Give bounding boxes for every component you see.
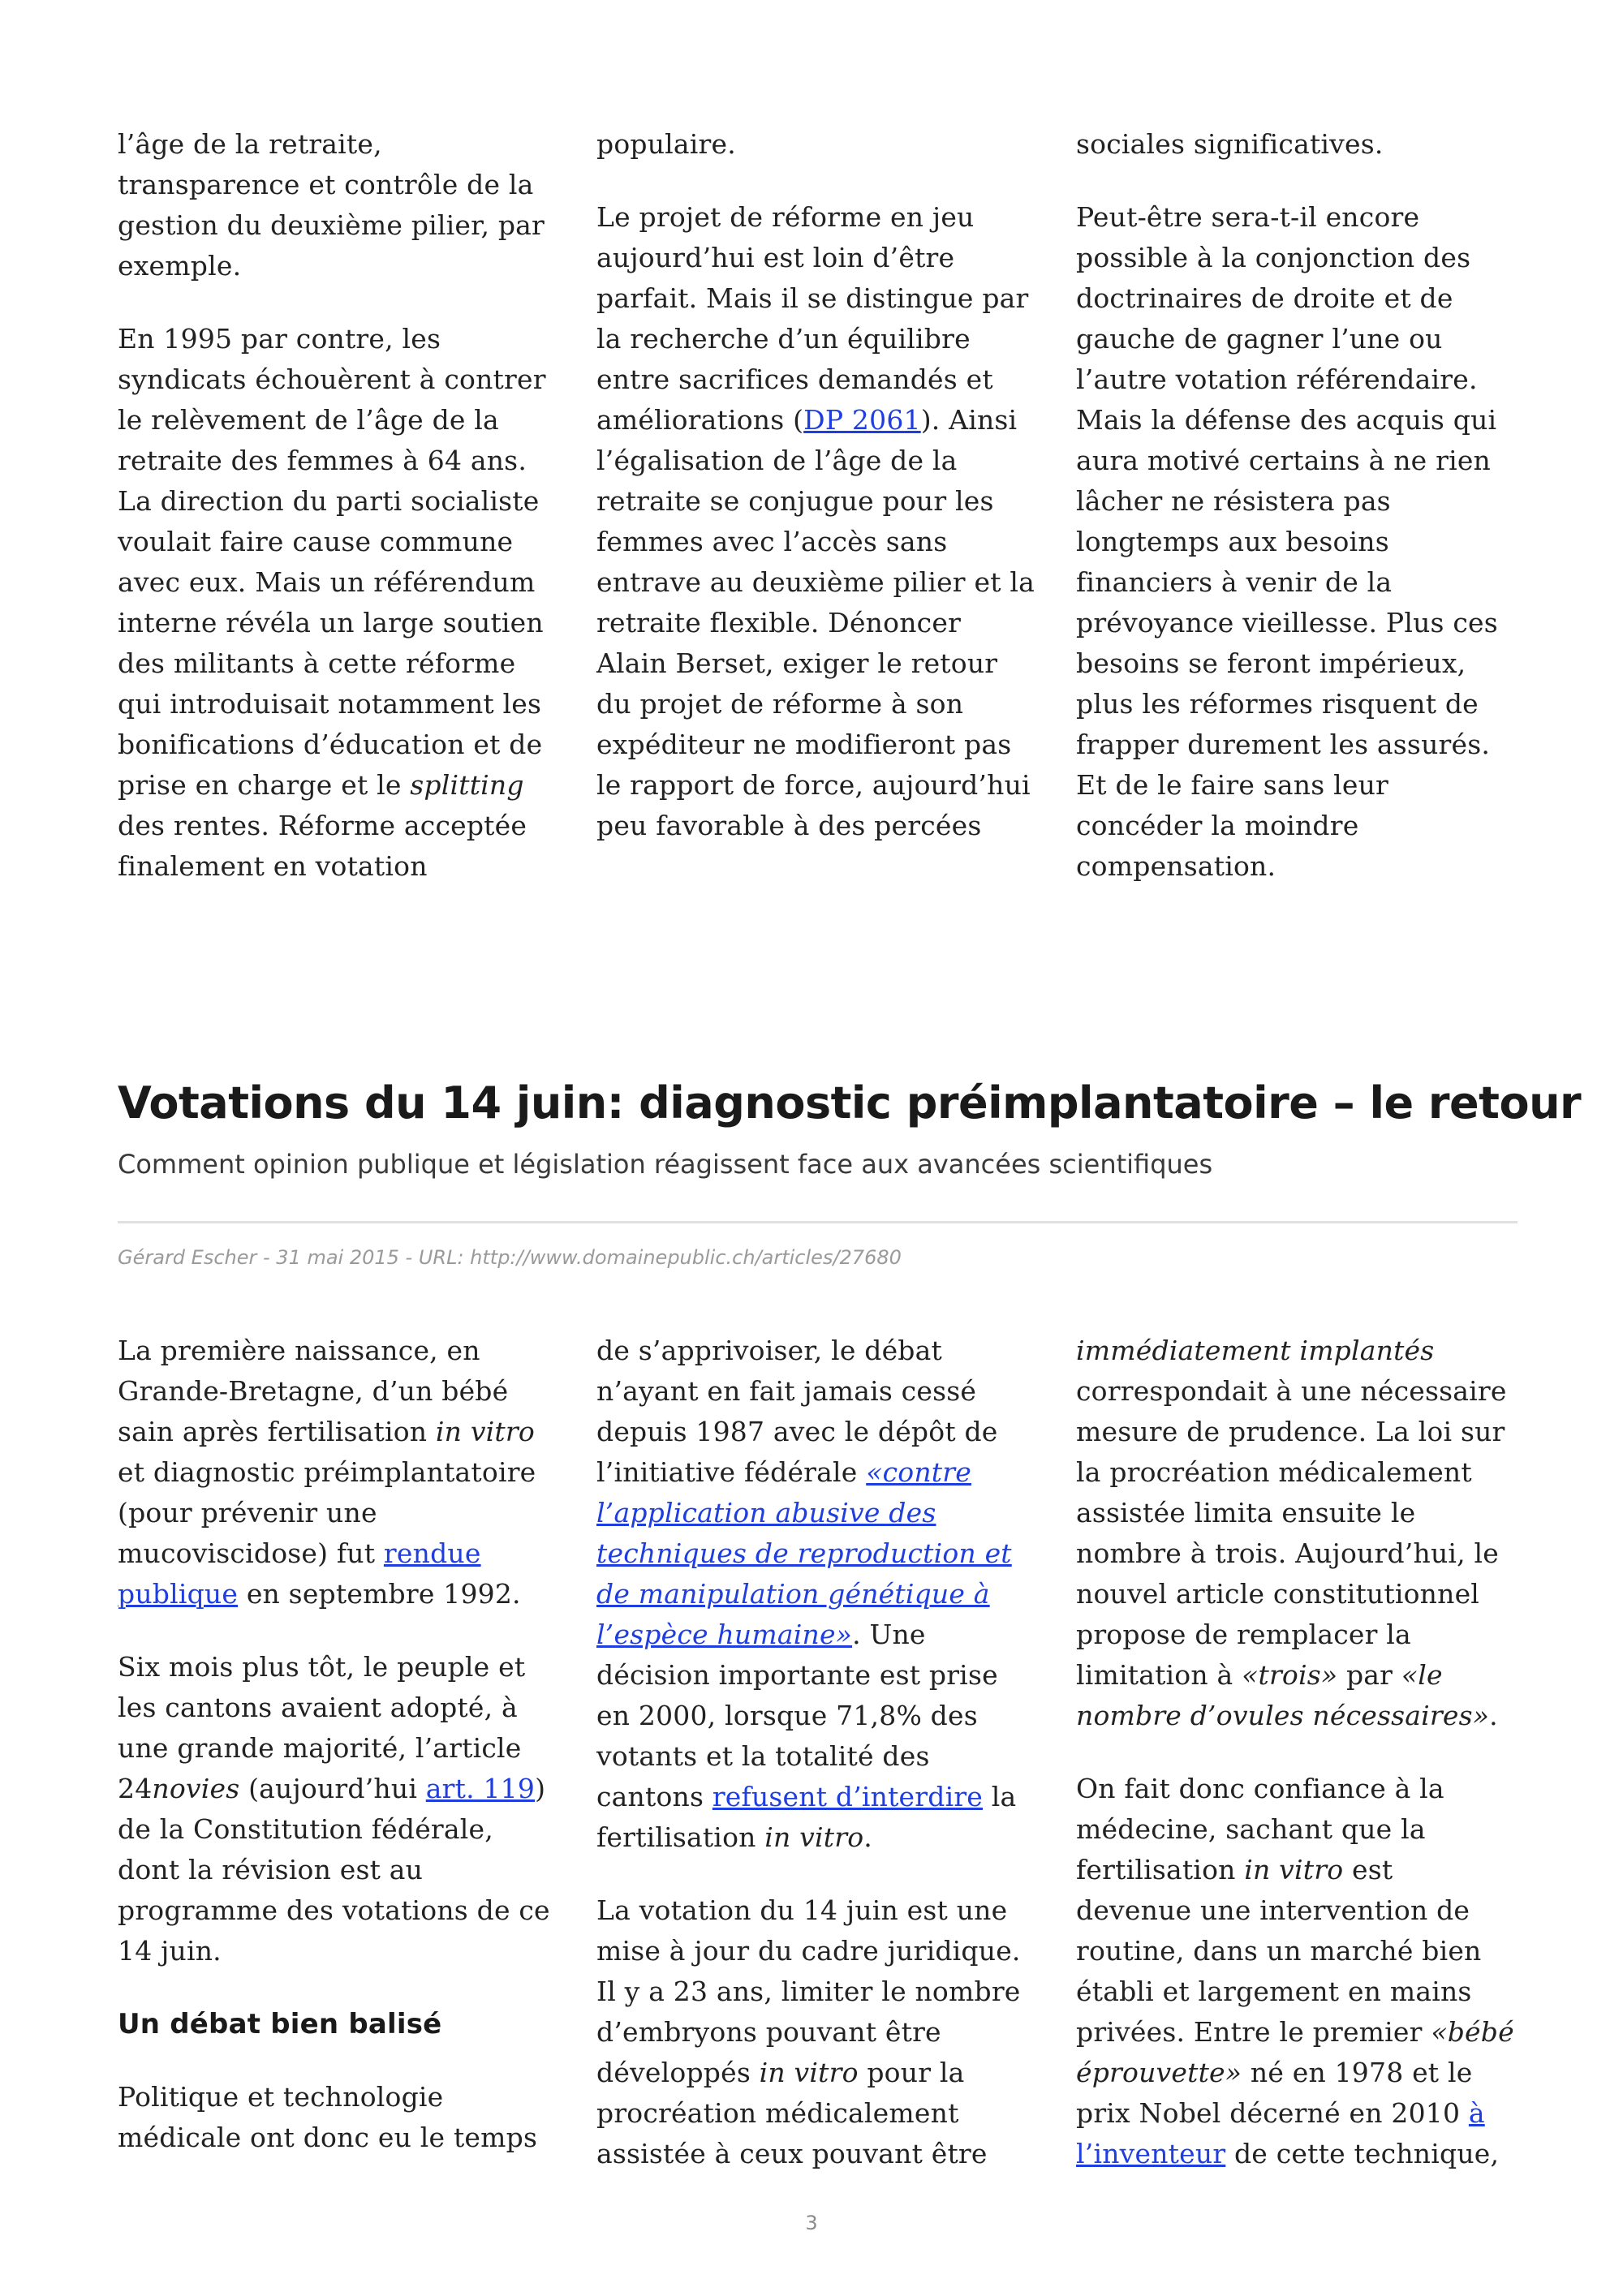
- continuation-column-1: [118, 124, 556, 887]
- article-meta: Gérard Escher - 31 mai 2015 - URL: http://www.domainepublic.ch/articles/27680: [118, 1246, 902, 1269]
- link-dp-2061[interactable]: DP 2061: [803, 404, 921, 436]
- paragraph: Peut-être sera-t-il encore possible à la conjonction des doctrinaires de droite et de gauche de gagner l’une ou l’autre votation référendaire. Mais la défense des acquis qui aura motivé certains à ne rien lâcher ne résistera pas longtemps aux besoins financiers à venir de la prévoyance vieillesse. Plus ces besoins se feront impérieux, plus les réformes risquent de frapper durement les assurés. Et de le faire sans leur concéder la moindre compensation.: [1076, 201, 1498, 882]
- article-column-2: [596, 1331, 1035, 2174]
- article-title: Votations du 14 juin: diagnostic préimplantatoire – le retour: [118, 1077, 1582, 1129]
- header-divider: [118, 1221, 1518, 1223]
- paragraph: immédiatement implantés correspondait à une nécessaire mesure de prudence. La loi sur la procréation médicalement assistée limita ensuite le nombre à trois. Aujourd’hui, le nouvel article constitutionnel propose de remplacer la limitation à «trois» par «le nombre d’ovules nécessaires».: [1076, 1335, 1507, 1731]
- italic-term: immédiatement implantés: [1076, 1335, 1435, 1366]
- article-column-1: [118, 1331, 556, 2158]
- paragraph: de s’apprivoiser, le débat n’ayant en fait jamais cessé depuis 1987 avec le dépôt de l’initiative fédérale «contre l’application abusive des techniques de reproduction et de manipulation génétique à l’espèce humaine». Une décision importante est prise en 2000, lorsque 71,8% des votants et la totalité des cantons refusent d’interdire la fertilisation in vitro.: [596, 1335, 1017, 1853]
- link-art-119[interactable]: art. 119: [425, 1773, 536, 1804]
- italic-term: «bébé éprouvette»: [1076, 2016, 1514, 2088]
- link-initiative-federale[interactable]: «contre l’application abusive des techniques de reproduction et de manipulation génétique à l’espèce humaine»: [596, 1456, 1012, 1650]
- section-heading: Un débat bien balisé: [118, 2008, 442, 2040]
- continuation-column-3: [1076, 124, 1514, 887]
- article-column-3: [1076, 1331, 1514, 2174]
- link-inventeur[interactable]: à l’inventeur: [1076, 2097, 1485, 2169]
- link-refusent-interdire[interactable]: refusent d’interdire: [712, 1781, 984, 1812]
- italic-term: in vitro: [764, 1821, 864, 1853]
- paragraph: Six mois plus tôt, le peuple et les cantons avaient adopté, à une grande majorité, l’article 24novies (aujourd’hui art. 119) de la Constitution fédérale, dont la révision est au programme des votations de ce 14 juin.: [118, 1651, 550, 1967]
- paragraph: populaire.: [596, 128, 736, 160]
- paragraph: Politique et technologie médicale ont donc eu le temps: [118, 2081, 538, 2153]
- italic-term: novies: [152, 1773, 240, 1804]
- paragraph: Le projet de réforme en jeu aujourd’hui est loin d’être parfait. Mais il se distingue par la recherche d’un équilibre entre sacrifices demandés et améliorations (DP 2061). Ainsi l’égalisation de l’âge de la retraite se conjugue pour les femmes avec l’accès sans entrave au deuxième pilier et la retraite flexible. Dénoncer Alain Berset, exiger le retour du projet de réforme à son expéditeur ne modifieront pas le rapport de force, aujourd’hui peu favorable à des percées: [596, 201, 1035, 841]
- italic-term: in vitro: [759, 2057, 859, 2088]
- paragraph: sociales significatives.: [1076, 128, 1384, 160]
- paragraph: La votation du 14 juin est une mise à jour du cadre juridique. Il y a 23 ans, limiter le nombre d’embryons pouvant être développés in vitro pour la procréation médicalement assistée à ceux pouvant être: [596, 1894, 1021, 2169]
- paragraph: l’âge de la retraite, transparence et contrôle de la gestion du deuxième pilier, par exemple.: [118, 128, 545, 282]
- paragraph: On fait donc confiance à la médecine, sachant que la fertilisation in vitro est devenue une intervention de routine, dans un marché bien établi et largement en mains privées. Entre le premier «bébé éprouvette» né en 1978 et le prix Nobel décerné en 2010 à l’inventeur de cette technique,: [1076, 1773, 1514, 2169]
- italic-term: «le nombre d’ovules nécessaires»: [1076, 1659, 1490, 1731]
- continuation-column-2: [596, 124, 1035, 846]
- italic-term: in vitro: [1244, 1854, 1344, 1885]
- paragraph: La première naissance, en Grande-Bretagne, d’un bébé sain après fertilisation in vitro et diagnostic préimplantatoire (pour prévenir une mucoviscidose) fut rendue publique en septembre 1992.: [118, 1335, 536, 1610]
- italic-term: splitting: [410, 769, 524, 801]
- paragraph: En 1995 par contre, les syndicats échouèrent à contrer le relèvement de l’âge de la retraite des femmes à 64 ans. La direction du parti socialiste voulait faire cause commune avec eux. Mais un référendum interne révéla un large soutien des militants à cette réforme qui introduisait notamment les bonifications d’éducation et de prise en charge et le splitting des rentes. Réforme acceptée finalement en votation: [118, 323, 546, 882]
- italic-term: in vitro: [435, 1416, 535, 1447]
- page-number: 3: [805, 2212, 818, 2234]
- italic-term: «trois»: [1242, 1659, 1338, 1691]
- article-subtitle: Comment opinion publique et législation réagissent face aux avancées scientifiques: [118, 1149, 1213, 1180]
- link-rendue-publique[interactable]: rendue publique: [118, 1537, 481, 1610]
